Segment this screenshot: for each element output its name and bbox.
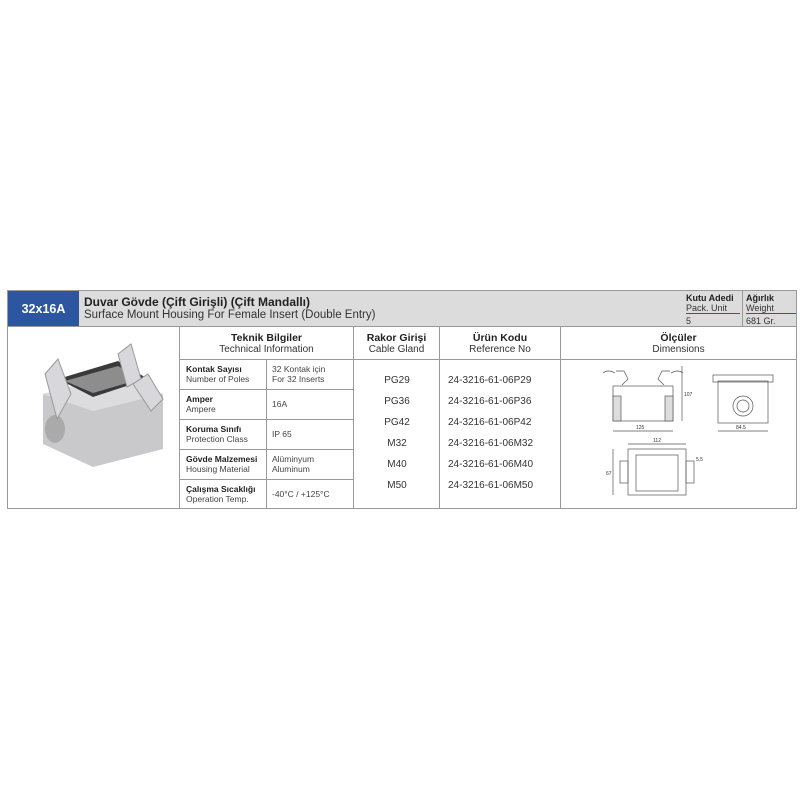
- product-image: [23, 339, 173, 469]
- weight: [746, 293, 796, 326]
- spec-label: Çalışma Sıcaklığı Operation Temp.: [186, 484, 256, 504]
- col-tech: Teknik Bilgiler Technical Information: [219, 332, 314, 355]
- svg-text:84.5: 84.5: [736, 425, 746, 431]
- pack-label-en: Pack. Unit: [686, 303, 740, 314]
- svg-text:5.5: 5.5: [696, 457, 703, 463]
- dimension-drawing: [598, 361, 783, 503]
- weight-value: 681 Gr.: [746, 316, 776, 326]
- weight-label-tr: Ağırlık: [746, 293, 775, 303]
- reference-no: 24-3216-61-06P42: [448, 417, 532, 428]
- title-tr: Duvar Gövde (Çift Girişli) (Çift Mandallı): [84, 295, 311, 309]
- cable-gland: PG29: [384, 375, 410, 386]
- svg-text:67: 67: [606, 471, 612, 477]
- cable-gland: PG42: [384, 417, 410, 428]
- spec-label: Gövde Malzemesi Housing Material: [186, 454, 258, 474]
- reference-no: 24-3216-61-06P36: [448, 396, 532, 407]
- svg-text:112: 112: [653, 438, 661, 444]
- pack-unit: [686, 293, 740, 326]
- spec-value: 16A: [272, 399, 288, 409]
- weight-label-en: Weight: [746, 303, 796, 314]
- col-dim: Ölçüler Dimensions: [652, 332, 705, 355]
- cable-gland: M40: [387, 459, 407, 470]
- product-card: [7, 290, 797, 509]
- cable-gland: M32: [387, 438, 407, 449]
- col-gland: Rakor Girişi Cable Gland: [366, 332, 427, 355]
- col-ref: Ürün Kodu Reference No: [469, 332, 531, 355]
- spec-value: 32 Kontak için For 32 Inserts: [272, 364, 326, 384]
- reference-no: 24-3216-61-06M32: [448, 438, 534, 449]
- spec-label: Kontak Sayısı Number of Poles: [186, 364, 250, 384]
- pack-label-tr: Kutu Adedi: [686, 293, 734, 303]
- reference-no: 24-3216-61-06P29: [448, 375, 532, 386]
- spec-value: Alüminyum Aluminum: [272, 454, 315, 474]
- svg-text:125: 125: [636, 425, 645, 431]
- spec-value: IP 65: [272, 429, 292, 439]
- pack-value: 5: [686, 316, 692, 326]
- cable-gland: M50: [387, 480, 407, 491]
- reference-no: 24-3216-61-06M50: [448, 480, 534, 491]
- product-code: 32x16A: [8, 291, 79, 326]
- header-bar: [8, 291, 796, 327]
- spec-label: Koruma Sınıfı Protection Class: [186, 424, 248, 444]
- title-en: Surface Mount Housing For Female Insert (Double Entry): [84, 309, 376, 321]
- svg-text:107: 107: [684, 392, 693, 398]
- spec-value: -40°C / +125°C: [272, 489, 330, 499]
- cable-gland: PG36: [384, 396, 410, 407]
- reference-no: 24-3216-61-06M40: [448, 459, 534, 470]
- spec-label: Amper Ampere: [186, 394, 216, 414]
